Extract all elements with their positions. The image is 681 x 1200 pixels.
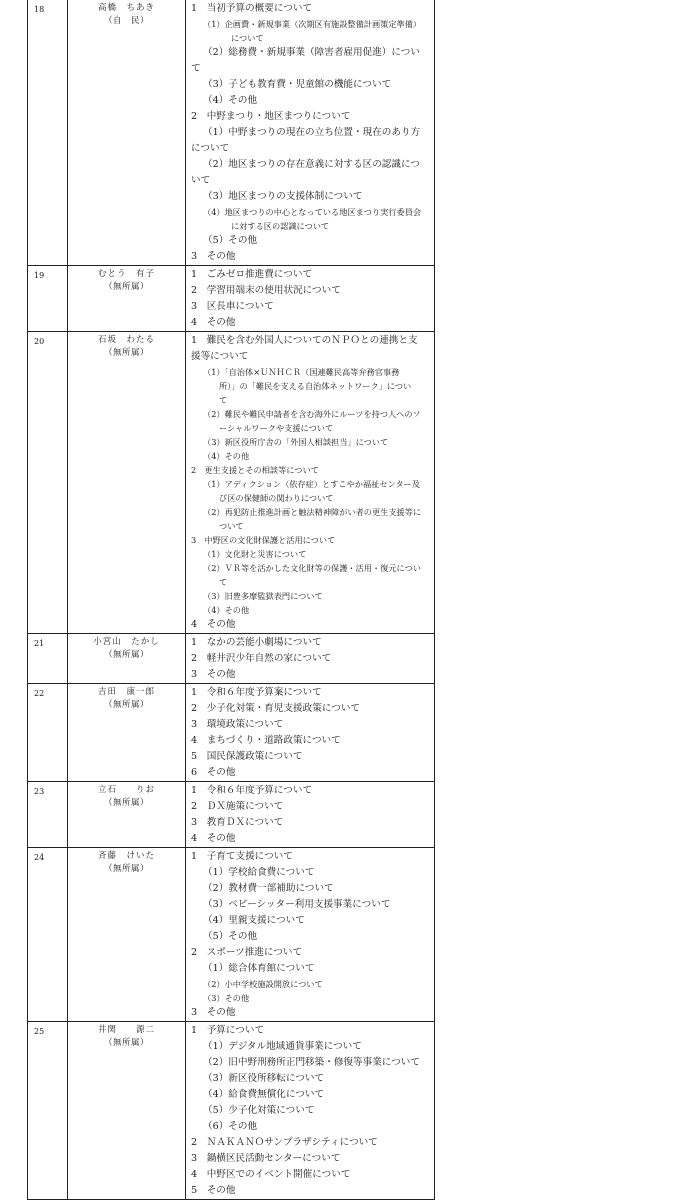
- topic-line: （3）ベビーシッター利用支援事業について: [203, 899, 391, 910]
- questioner-party: （無所属）: [103, 348, 149, 358]
- topic-line: （2）地区まつりの存在意義に対する区の認識につ: [203, 159, 420, 170]
- row-number: 24: [28, 848, 68, 1022]
- questions-table: [27, 0, 435, 1200]
- questioner-party: （無所属）: [103, 650, 149, 660]
- questioner-cell: [68, 0, 186, 266]
- topic-line: （5）その他: [203, 931, 258, 942]
- row-number: 25: [28, 1022, 68, 1200]
- topic-line: 所）」の「難民を支える自治体ネットワーク」につい: [219, 381, 412, 391]
- topic-line: （4）地区まつりの中心となっている地区まつり実行委員会: [203, 207, 422, 217]
- questioner-party: （無所属）: [103, 1038, 149, 1048]
- topic-line: （2）旧中野刑務所正門移築・修復等事業について: [203, 1057, 420, 1068]
- topic-line: 1 ごみゼロ推進費について: [191, 269, 313, 280]
- row-number: 19: [28, 266, 68, 332]
- row-number: 23: [28, 782, 68, 848]
- questioner-cell: [68, 848, 186, 1022]
- topic-line: 1 令和６年度予算について: [191, 785, 313, 796]
- topic-line: （1）総合体育館について: [203, 963, 315, 974]
- topic-line: （1）「自治体×ＵＮＨＣＲ（国連難民高等弁務官事務: [203, 367, 400, 377]
- topic-line: 3 中野区の文化財保護と活用について: [191, 535, 336, 545]
- topic-line: （4）その他: [203, 451, 250, 461]
- question-topics: [186, 0, 435, 266]
- questioner-name: 高橋 ちあき: [97, 3, 155, 13]
- topic-line: 3 その他: [191, 1007, 236, 1018]
- topic-line: （3）新区役所庁舎の「外国人相談担当」について: [203, 437, 389, 447]
- topic-line: （1）学校給食費について: [203, 867, 315, 878]
- row-number: 18: [28, 0, 68, 266]
- topic-line: （3）地区まつりの支援体制について: [203, 191, 363, 202]
- topic-line: （3）新区役所移転について: [203, 1073, 325, 1084]
- questioner-name: 石坂 わたる: [97, 335, 155, 345]
- topic-line: 6 その他: [191, 767, 236, 778]
- topic-line: 2 軽井沢少年自然の家について: [191, 653, 332, 664]
- question-row: [28, 634, 435, 684]
- topic-line: 1 なかの芸能小劇場について: [191, 637, 322, 648]
- topic-line: （1）デジタル地域通貨事業について: [203, 1041, 362, 1052]
- topic-line: （1）アディクション（依存症）とすこやか福祉センター及: [203, 479, 420, 489]
- topic-line: 3 鍋横区民活動センターについて: [191, 1153, 341, 1164]
- topic-line: て: [191, 63, 201, 74]
- questioner-name: 斉藤 けいた: [97, 851, 155, 861]
- question-topics: [186, 684, 435, 782]
- topic-line: いて: [191, 175, 211, 186]
- question-topics: [186, 1022, 435, 1200]
- topic-line: （1）文化財と災害について: [203, 549, 307, 559]
- topic-line: 3 教育ＤＸについて: [191, 817, 284, 828]
- topic-line: （3）旧豊多摩監獄表門について: [203, 591, 323, 601]
- questioner-party: （無所属）: [103, 798, 149, 808]
- topic-line: て: [219, 395, 228, 405]
- topic-line: び区の保健師の関わりについて: [219, 493, 334, 503]
- questioner-name: 吉田 康一郎: [97, 687, 155, 697]
- questioner-party: （無所属）: [103, 282, 149, 292]
- topic-line: 2 少子化対策・育児支援政策について: [191, 703, 361, 714]
- questioner-cell: [68, 684, 186, 782]
- questioner-cell: [68, 1022, 186, 1200]
- topic-line: 1 予算について: [191, 1025, 265, 1036]
- question-row: [28, 0, 435, 266]
- questioner-name: むとう 有子: [97, 269, 155, 279]
- questioner-name: 井関 源二: [97, 1025, 155, 1035]
- questioner-cell: [68, 266, 186, 332]
- topic-line: 5 その他: [191, 1185, 236, 1196]
- topic-line: 1 当初予算の概要について: [191, 3, 313, 14]
- topic-line: について: [191, 143, 230, 154]
- topic-line: 4 その他: [191, 619, 236, 630]
- topic-line: （2）ＶＲ等を活かした文化財等の保護・活用・復元につい: [203, 563, 421, 573]
- topic-line: ーシャルワークや支援について: [219, 423, 334, 433]
- topic-line: （1）企画費・新規事業（次期区有施設整備計画策定準備）: [203, 19, 422, 29]
- topic-line: （3）子ども教育費・児童館の機能について: [203, 79, 392, 90]
- question-topics: [186, 634, 435, 684]
- topic-line: （5）その他: [203, 235, 258, 246]
- topic-line: 2 ＮＡＫＡＮＯサンプラザシティについて: [191, 1137, 378, 1148]
- questioner-name: 小宮山 たかし: [93, 637, 160, 647]
- topic-line: 1 子育て支援について: [191, 851, 293, 862]
- topic-line: 4 その他: [191, 833, 236, 844]
- topic-line: 2 学習用端末の使用状況について: [191, 285, 341, 296]
- question-row: [28, 1022, 435, 1200]
- questions-table-body: [28, 0, 435, 1200]
- topic-line: 2 中野まつり・地区まつりについて: [191, 111, 351, 122]
- row-number: 21: [28, 634, 68, 684]
- topic-line: 4 中野区でのイベント開催について: [191, 1169, 351, 1180]
- topic-line: 2 ＤＸ施策について: [191, 801, 284, 812]
- question-row: [28, 848, 435, 1022]
- questioner-name: 立石 りお: [97, 785, 155, 795]
- topic-line: （2）再犯防止推進計画と触法精神障がい者の更生支援等に: [203, 507, 422, 517]
- topic-line: 援等について: [191, 351, 249, 362]
- topic-line: 4 その他: [191, 317, 236, 328]
- topic-line: （6）その他: [203, 1121, 258, 1132]
- row-number: 20: [28, 332, 68, 634]
- topic-line: （1）中野まつりの現在の立ち位置・現在のあり方: [203, 127, 421, 138]
- topic-line: 3 環境政策について: [191, 719, 284, 730]
- questioner-party: （無所属）: [103, 864, 149, 874]
- question-topics: [186, 782, 435, 848]
- row-number: 22: [28, 684, 68, 782]
- topic-line: （2）総務費・新規事業（障害者雇用促進）につい: [203, 47, 420, 58]
- topic-line: について: [231, 33, 264, 43]
- questioner-cell: [68, 634, 186, 684]
- question-topics: [186, 332, 435, 634]
- questioner-cell: [68, 332, 186, 634]
- question-topics: [186, 848, 435, 1022]
- question-row: [28, 782, 435, 848]
- topic-line: 5 国民保護政策について: [191, 751, 303, 762]
- topic-line: 4 まちづくり・道路政策について: [191, 735, 341, 746]
- topic-line: 1 令和６年度予算案について: [191, 687, 322, 698]
- questioner-cell: [68, 782, 186, 848]
- question-topics: [186, 266, 435, 332]
- topic-line: （2）教材費一部補助について: [203, 883, 334, 894]
- topic-line: ついて: [219, 521, 244, 531]
- topic-line: 3 その他: [191, 251, 236, 262]
- topic-line: 2 スポーツ推進について: [191, 947, 303, 958]
- topic-line: （5）少子化対策について: [203, 1105, 315, 1116]
- topic-line: （4）その他: [203, 605, 250, 615]
- topic-line: て: [219, 577, 228, 587]
- topic-line: 3 その他: [191, 669, 236, 680]
- topic-line: （3）その他: [203, 993, 250, 1003]
- topic-line: （4）その他: [203, 95, 258, 106]
- questioner-party: （無所属）: [103, 700, 149, 710]
- topic-line: 3 区長車について: [191, 301, 274, 312]
- topic-line: に対する区の認識について: [231, 221, 330, 231]
- topic-line: （4）給食費無償化について: [203, 1089, 325, 1100]
- question-row: [28, 684, 435, 782]
- topic-line: 2 更生支援とその相談等について: [191, 465, 319, 475]
- topic-line: 1 難民を含む外国人についてのＮＰＯとの連携と支: [191, 335, 418, 346]
- questioner-party: （自 民）: [103, 16, 149, 26]
- topic-line: （2）難民や難民申請者を含む海外にルーツを持つ人へのソ: [203, 409, 421, 419]
- topic-line: （2）小中学校施設開放について: [203, 979, 323, 989]
- topic-line: （4）里親支援について: [203, 915, 305, 926]
- question-row: [28, 332, 435, 634]
- question-row: [28, 266, 435, 332]
